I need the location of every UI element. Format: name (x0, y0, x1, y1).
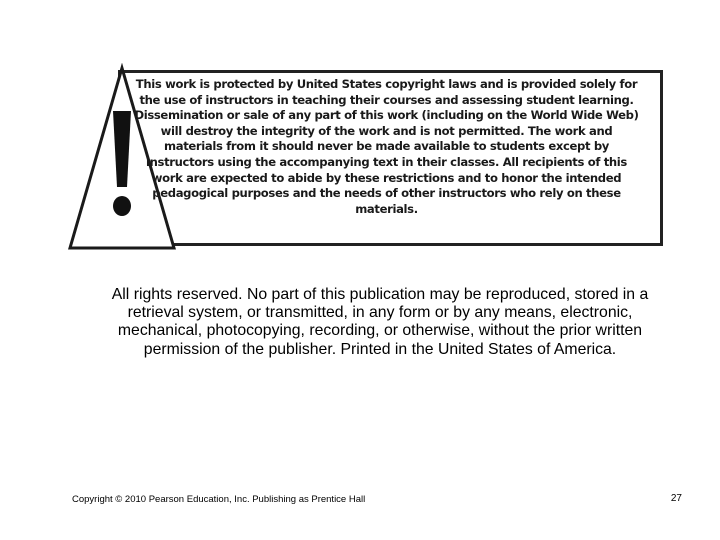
copyright-notice-text: This work is protected by United States copyright laws and is provided solely for the use of instructors in teaching their courses and assessing student learning. Dissemination or sale of any part of this work (including on the World Wide Web) will destroy the integrity of the work and is not permitted. The work and materials from it should never be made available to students except by instructors using the accompanying text in their classes. All recipients of this work are expected to abide by these restrictions and to honor the intended pedagogical purposes and the needs of other instructors who rely on these materials. (134, 77, 639, 216)
footer-copyright: Copyright © 2010 Pearson Education, Inc. Publishing as Prentice Hall (72, 494, 366, 505)
all-rights-reserved-statement: All rights reserved. No part of this publication may be reproduced, stored in a retrieval system, or transmitted, in any form or by any means, electronic, mechanical, photocopying, recording, or otherwise, without the prior written permission of the publisher. Printed in the United States of America. (111, 286, 649, 358)
page-number: 27 (670, 493, 682, 504)
